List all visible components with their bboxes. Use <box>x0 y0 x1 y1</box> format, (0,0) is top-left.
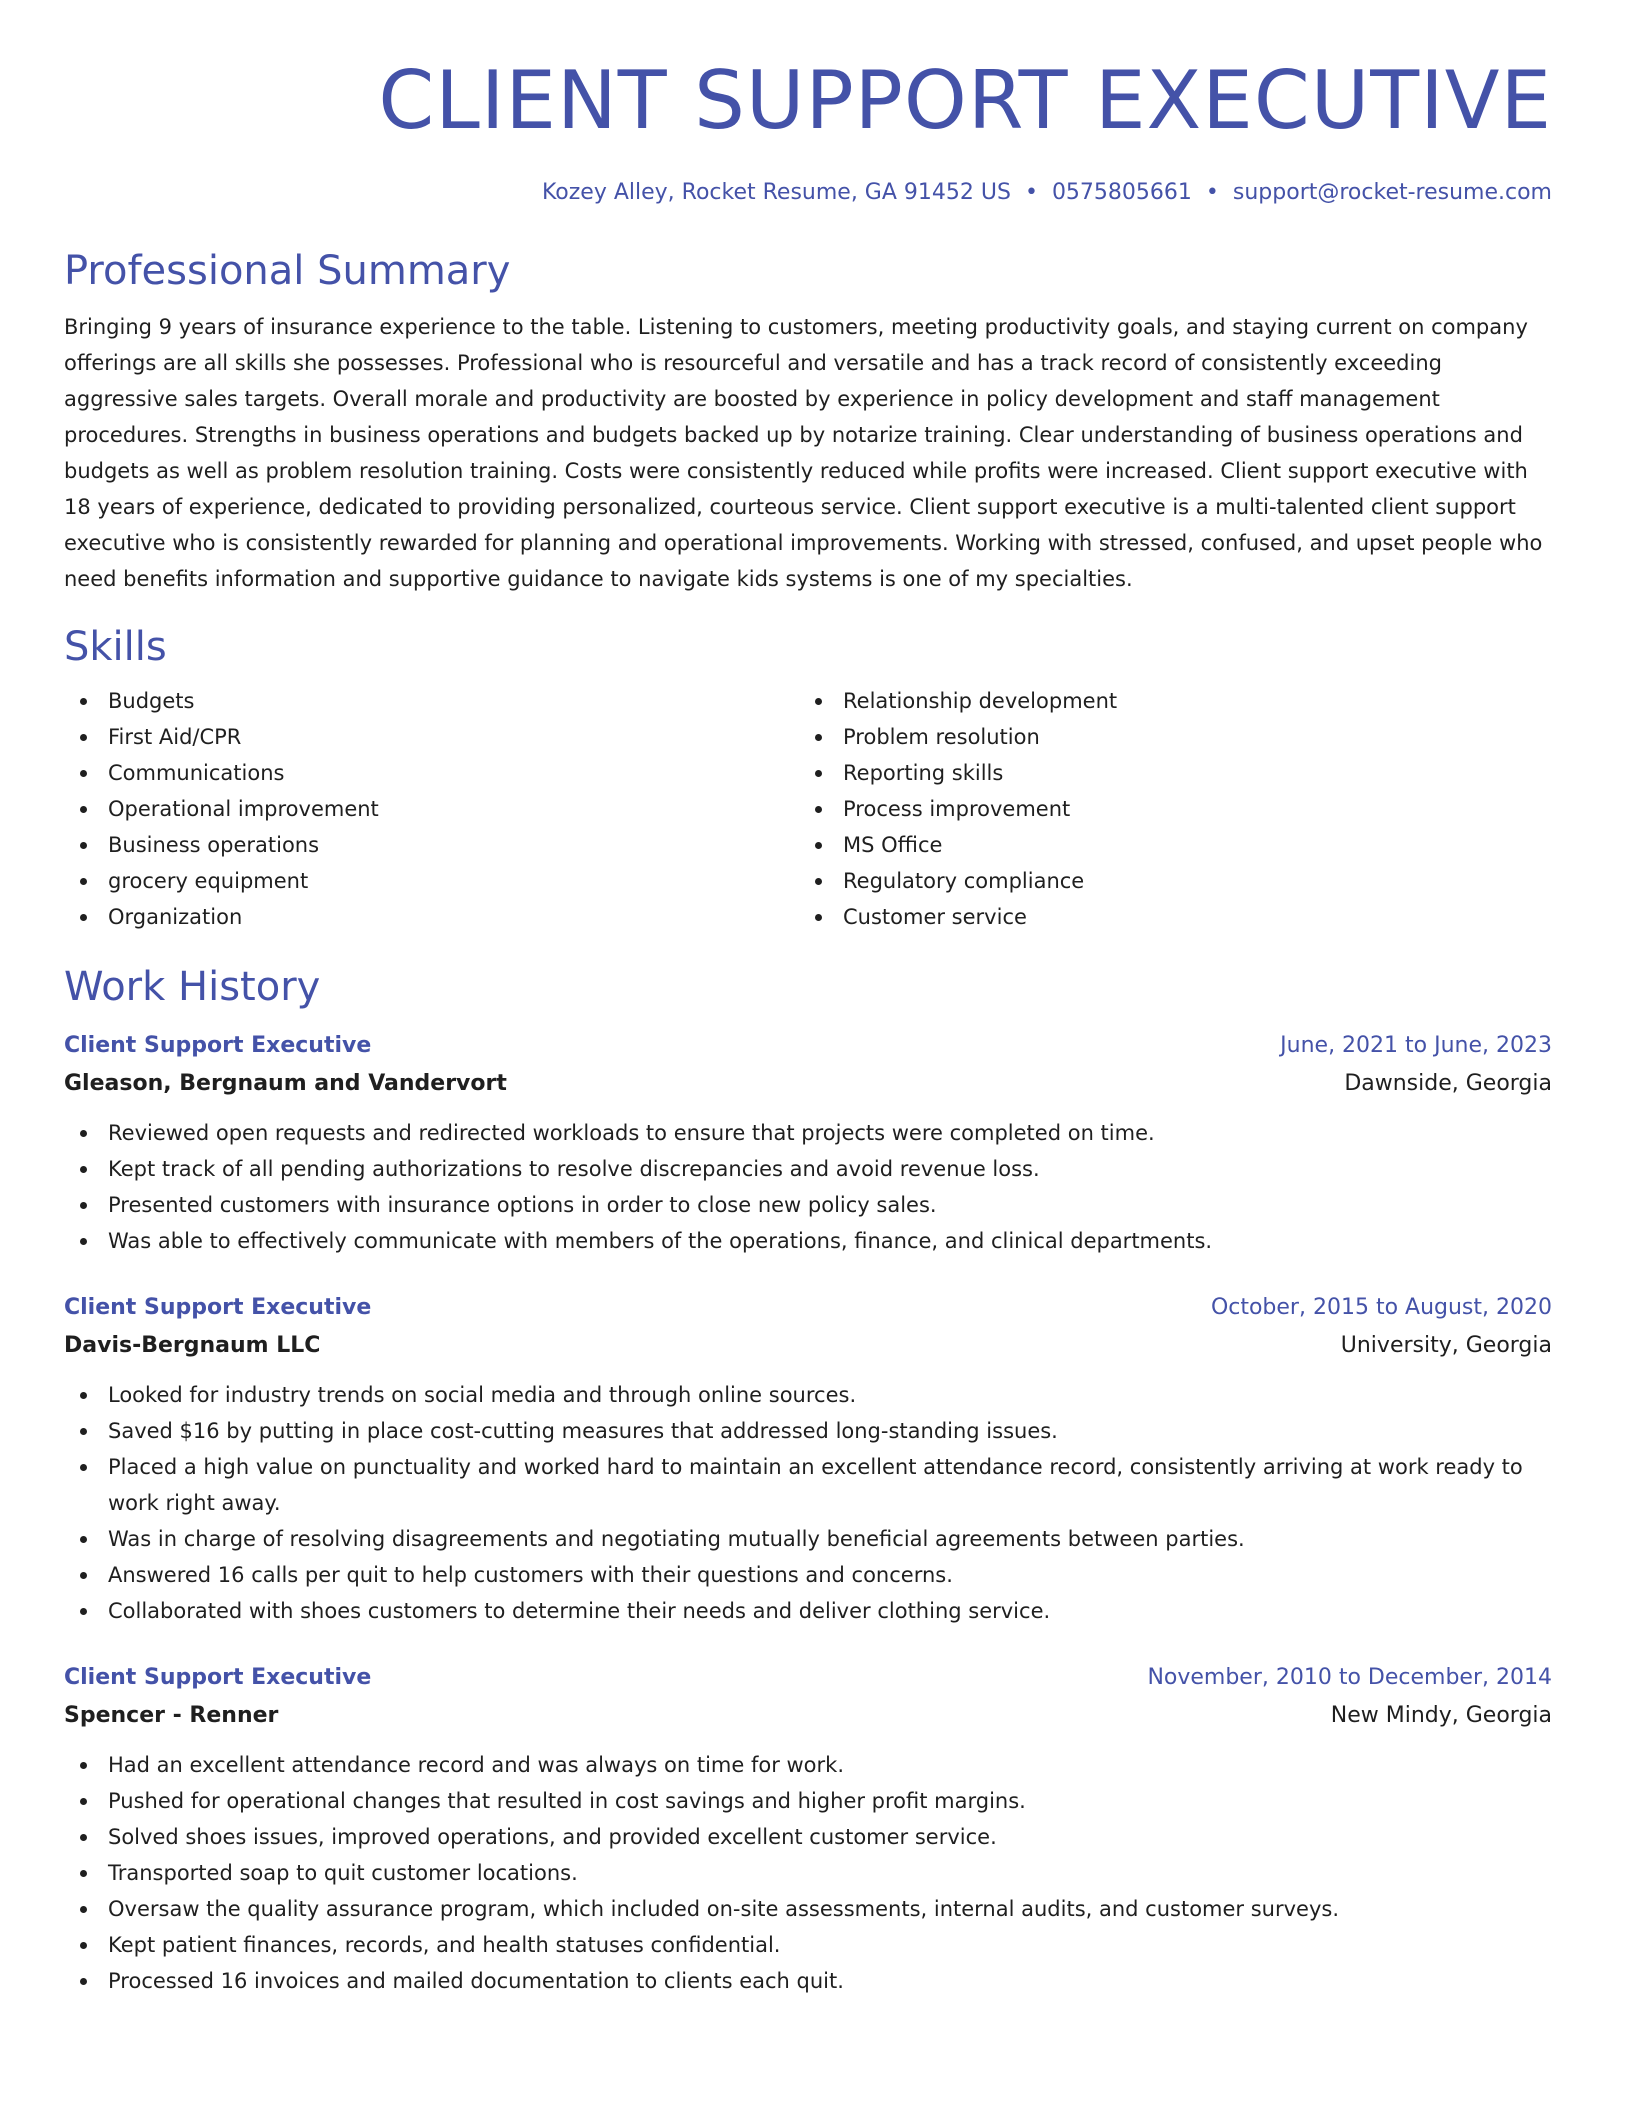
job-dates: October, 2015 to August, 2020 <box>1210 1295 1552 1320</box>
skill-item: Regulatory compliance <box>799 863 1534 899</box>
skill-item: Relationship development <box>799 683 1534 719</box>
job-bullet: Collaborated with shoes customers to determine their needs and deliver clothing service. <box>64 1593 1552 1629</box>
job-title: Client Support Executive <box>64 1295 372 1320</box>
job-company-row <box>64 1697 1552 1735</box>
contact-address: Kozey Alley, Rocket Resume, GA 91452 US <box>541 180 1011 205</box>
skill-item: Budgets <box>64 683 799 719</box>
work-history-heading: Work History <box>64 964 321 1010</box>
job-title: Client Support Executive <box>64 1033 372 1058</box>
job-entry <box>64 1289 1552 1629</box>
skill-item: MS Office <box>799 827 1534 863</box>
summary-heading: Professional Summary <box>64 248 511 294</box>
job-company-row <box>64 1327 1552 1365</box>
job-bullet: Was in charge of resolving disagreements and negotiating mutually beneficial agreements between parties. <box>64 1521 1552 1557</box>
job-location: Dawnside, Georgia <box>1344 1071 1552 1096</box>
contact-separator: • <box>1024 180 1038 205</box>
skills-left-column <box>64 683 799 935</box>
resume-header <box>64 0 1552 209</box>
skill-item: First Aid/CPR <box>64 719 799 755</box>
skill-item: grocery equipment <box>64 863 799 899</box>
job-dates: June, 2021 to June, 2023 <box>1280 1033 1552 1058</box>
job-title-row <box>64 1027 1552 1065</box>
skill-item: Problem resolution <box>799 719 1534 755</box>
job-bullet: Transported soap to quit customer locations. <box>64 1855 1552 1891</box>
skills-columns <box>64 683 1552 935</box>
job-bullet: Solved shoes issues, improved operations, and provided excellent customer service. <box>64 1819 1552 1855</box>
job-bullets <box>64 1115 1552 1259</box>
contact-line <box>64 177 1552 209</box>
skill-item: Customer service <box>799 899 1534 935</box>
job-bullet: Placed a high value on punctuality and worked hard to maintain an excellent attendance record, consistently arriving at work ready to work right away. <box>64 1449 1552 1521</box>
skill-item: Communications <box>64 755 799 791</box>
job-entry <box>64 1659 1552 1999</box>
resume-page <box>64 0 1552 1999</box>
job-location: New Mindy, Georgia <box>1330 1703 1552 1728</box>
resume-name: CLIENT SUPPORT EXECUTIVE <box>378 54 1552 147</box>
skill-item: Reporting skills <box>799 755 1534 791</box>
skills-heading: Skills <box>64 624 167 670</box>
job-title-row <box>64 1289 1552 1327</box>
skill-item: Organization <box>64 899 799 935</box>
job-bullet: Saved $16 by putting in place cost-cutting measures that addressed long-standing issues. <box>64 1413 1552 1449</box>
job-bullet: Looked for industry trends on social media and through online sources. <box>64 1377 1552 1413</box>
contact-separator: • <box>1205 180 1219 205</box>
skills-right-column <box>799 683 1534 935</box>
job-bullet: Pushed for operational changes that resulted in cost savings and higher profit margins. <box>64 1783 1552 1819</box>
skill-item: Process improvement <box>799 791 1534 827</box>
job-bullet: Kept track of all pending authorizations to resolve discrepancies and avoid revenue loss. <box>64 1151 1552 1187</box>
job-bullet: Oversaw the quality assurance program, which included on-site assessments, internal audits, and customer surveys. <box>64 1891 1552 1927</box>
skill-item: Business operations <box>64 827 799 863</box>
job-title: Client Support Executive <box>64 1665 372 1690</box>
job-company-row <box>64 1065 1552 1103</box>
job-entry <box>64 1027 1552 1259</box>
job-bullet: Reviewed open requests and redirected workloads to ensure that projects were completed on time. <box>64 1115 1552 1151</box>
summary-text: Bringing 9 years of insurance experience to the table. Listening to customers, meeting productivity goals, and staying current on company offerings are all skills she possesses. Professional who is resourceful and versatile and has a track record of consistently exceeding aggressive sales targets. Overall morale and productivity are boosted by experience in policy development and staff management procedures. Strengths in business operations and budgets backed up by notarize training. Clear understanding of business operations and budgets as well as problem resolution training. Costs were consistently reduced while profits were increased. Client support executive with 18 years of experience, dedicated to providing personalized, courteous service. Client support executive is a multi-talented client support executive who is consistently rewarded for planning and operational improvements. Working with stressed, confused, and upset people who need benefits information and supportive guidance to navigate kids systems is one of my specialties. <box>64 315 1543 591</box>
job-bullets <box>64 1747 1552 1999</box>
job-bullet: Processed 16 invoices and mailed documentation to clients each quit. <box>64 1963 1552 1999</box>
contact-phone: 0575805661 <box>1051 180 1192 205</box>
job-bullet: Kept patient finances, records, and health statuses confidential. <box>64 1927 1552 1963</box>
job-dates: November, 2010 to December, 2014 <box>1147 1665 1552 1690</box>
job-company: Gleason, Bergnaum and Vandervort <box>64 1071 507 1096</box>
job-bullets <box>64 1377 1552 1629</box>
job-title-row <box>64 1659 1552 1697</box>
contact-email: support@rocket-resume.com <box>1232 180 1552 205</box>
job-company: Davis-Bergnaum LLC <box>64 1333 321 1358</box>
job-location: University, Georgia <box>1340 1333 1552 1358</box>
job-bullet: Presented customers with insurance options in order to close new policy sales. <box>64 1187 1552 1223</box>
job-bullet: Answered 16 calls per quit to help customers with their questions and concerns. <box>64 1557 1552 1593</box>
job-company: Spencer - Renner <box>64 1703 279 1728</box>
skill-item: Operational improvement <box>64 791 799 827</box>
job-bullet: Had an excellent attendance record and was always on time for work. <box>64 1747 1552 1783</box>
job-bullet: Was able to effectively communicate with members of the operations, finance, and clinical departments. <box>64 1223 1552 1259</box>
